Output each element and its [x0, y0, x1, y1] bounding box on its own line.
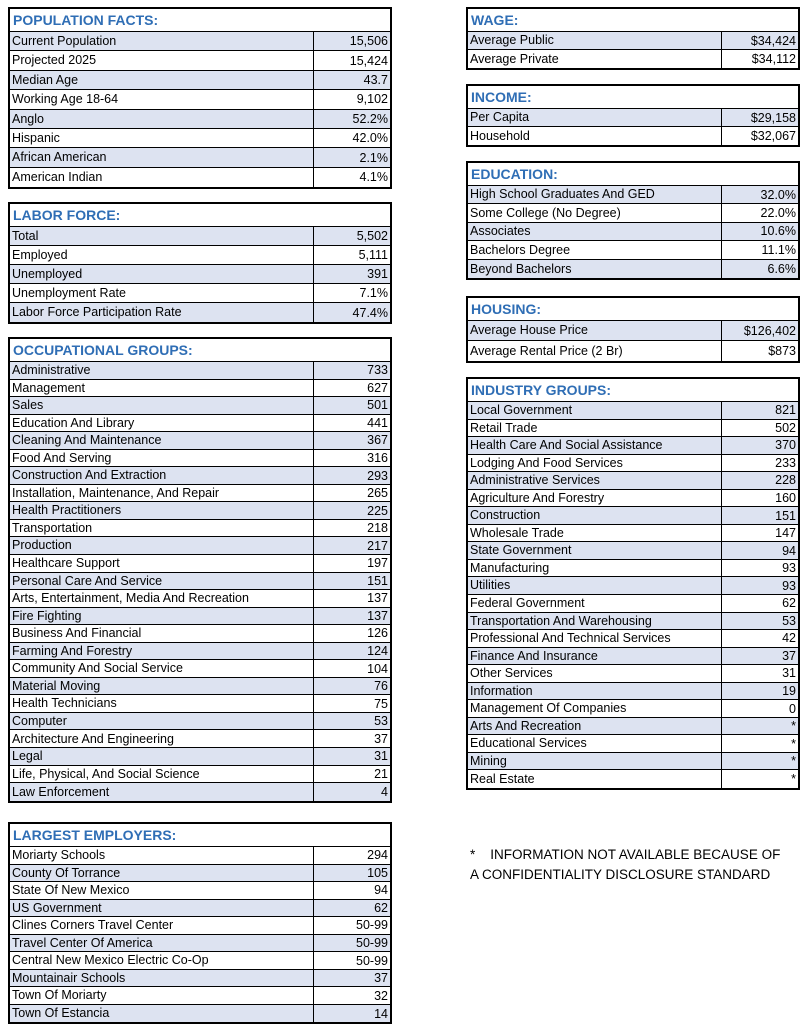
table-row: [10, 110, 390, 129]
row-value: 50-99: [313, 935, 390, 952]
row-value: 160: [721, 490, 798, 507]
row-value: 151: [313, 573, 390, 590]
table-row: [10, 900, 390, 918]
table-row: [468, 595, 798, 613]
table-row: [10, 970, 390, 988]
row-value: 43.7: [313, 71, 390, 89]
row-label: Hispanic: [12, 130, 60, 145]
row-label: Labor Force Participation Rate: [12, 305, 182, 320]
row-value: 32.0%: [721, 186, 798, 203]
row-value: 62: [313, 900, 390, 917]
row-label: Fire Fighting: [12, 608, 82, 623]
table-row: [468, 560, 798, 578]
row-label: American Indian: [12, 170, 103, 185]
row-label: Mining: [470, 753, 507, 768]
row-label: Town Of Moriarty: [12, 988, 107, 1003]
table-row: [468, 455, 798, 473]
row-value: 75: [313, 695, 390, 712]
row-value: 228: [721, 472, 798, 489]
row-value: 94: [721, 542, 798, 559]
row-label: Town Of Estancia: [12, 1006, 110, 1021]
row-label: Community And Social Service: [12, 661, 183, 676]
education-section-title: EDUCATION:: [468, 163, 798, 186]
largest-employers-table: [8, 822, 392, 1024]
row-label: Personal Care And Service: [12, 573, 163, 588]
table-row: [468, 490, 798, 508]
table-row: [10, 32, 390, 51]
row-label: African American: [12, 150, 107, 165]
row-label: Bachelors Degree: [470, 242, 571, 257]
row-label: Management: [12, 380, 85, 395]
row-label: Educational Services: [470, 736, 587, 751]
table-row: [468, 683, 798, 701]
row-value: 197: [313, 555, 390, 572]
row-value: 10.6%: [721, 223, 798, 240]
table-row: [10, 380, 390, 398]
row-value: 93: [721, 560, 798, 577]
row-label: Average Private: [470, 51, 559, 66]
row-value: 126: [313, 625, 390, 642]
row-label: Information: [470, 683, 533, 698]
table-row: [468, 341, 798, 361]
row-value: 225: [313, 502, 390, 519]
row-label: Some College (No Degree): [470, 205, 621, 220]
row-label: Projected 2025: [12, 53, 97, 68]
row-value: 11.1%: [721, 241, 798, 258]
table-row: [10, 246, 390, 265]
row-label: Education And Library: [12, 415, 135, 430]
row-label: Central New Mexico Electric Co-Op: [12, 953, 209, 968]
table-row: [10, 952, 390, 970]
footnote-line-2: A CONFIDENTIALITY DISCLOSURE STANDARD: [470, 867, 771, 882]
row-value: 501: [313, 397, 390, 414]
row-label: Retail Trade: [470, 420, 538, 435]
row-value: 293: [313, 467, 390, 484]
row-label: Law Enforcement: [12, 784, 110, 799]
table-row: [468, 472, 798, 490]
table-row: [10, 917, 390, 935]
table-row: [10, 450, 390, 468]
table-row: [10, 1005, 390, 1023]
confidentiality-footnote: [470, 845, 800, 885]
row-value: 53: [721, 613, 798, 630]
row-label: Employed: [12, 247, 68, 262]
row-label: Material Moving: [12, 678, 101, 693]
row-value: 76: [313, 678, 390, 695]
table-row: [10, 608, 390, 626]
row-value: 821: [721, 402, 798, 419]
row-label: Installation, Maintenance, And Repair: [12, 485, 220, 500]
row-label: Clines Corners Travel Center: [12, 918, 174, 933]
row-label: US Government: [12, 900, 102, 915]
row-label: Health Care And Social Assistance: [470, 438, 663, 453]
row-label: Other Services: [470, 666, 553, 681]
labor-force-table: [8, 202, 392, 324]
row-label: Sales: [12, 398, 44, 413]
row-value: *: [721, 718, 798, 735]
row-label: Health Practitioners: [12, 503, 122, 518]
table-row: [468, 753, 798, 771]
education-table: [466, 161, 800, 280]
row-value: 370: [721, 437, 798, 454]
occupational-section-title: OCCUPATIONAL GROUPS:: [10, 339, 390, 362]
row-value: 233: [721, 455, 798, 472]
table-row: [10, 660, 390, 678]
labor-section-title: LABOR FORCE:: [10, 204, 390, 227]
row-value: 7.1%: [313, 284, 390, 302]
row-label: Health Technicians: [12, 696, 117, 711]
table-row: [468, 204, 798, 222]
row-value: 9,102: [313, 90, 390, 108]
row-label: Unemployed: [12, 266, 83, 281]
housing-section-title: HOUSING:: [468, 298, 798, 321]
table-row: [468, 630, 798, 648]
table-row: [10, 625, 390, 643]
row-value: 5,502: [313, 227, 390, 245]
row-value: 502: [721, 420, 798, 437]
table-row: [10, 485, 390, 503]
row-value: 62: [721, 595, 798, 612]
table-row: [10, 882, 390, 900]
row-value: 5,111: [313, 246, 390, 264]
row-value: 104: [313, 660, 390, 677]
row-label: Average Public: [470, 33, 554, 48]
row-label: Professional And Technical Services: [470, 631, 671, 646]
employers-section-title: LARGEST EMPLOYERS:: [10, 824, 390, 847]
table-row: [468, 50, 798, 68]
housing-table: [466, 296, 800, 363]
row-value: 137: [313, 590, 390, 607]
row-value: 0: [721, 700, 798, 717]
row-value: 19: [721, 683, 798, 700]
row-label: Associates: [470, 224, 531, 239]
row-value: 217: [313, 537, 390, 554]
row-value: $126,402: [721, 321, 798, 340]
table-row: [468, 127, 798, 145]
table-row: [10, 168, 390, 187]
row-value: 4.1%: [313, 168, 390, 187]
table-row: [468, 241, 798, 259]
table-row: [468, 525, 798, 543]
table-row: [10, 935, 390, 953]
table-row: [10, 748, 390, 766]
table-row: [468, 321, 798, 341]
row-value: 627: [313, 380, 390, 397]
row-value: 15,424: [313, 51, 390, 69]
row-label: Current Population: [12, 33, 117, 48]
row-value: 53: [313, 713, 390, 730]
table-row: [10, 51, 390, 70]
table-row: [468, 109, 798, 127]
row-label: Manufacturing: [470, 560, 550, 575]
row-label: Average Rental Price (2 Br): [470, 343, 623, 358]
table-row: [468, 735, 798, 753]
row-label: Architecture And Engineering: [12, 731, 174, 746]
row-label: Travel Center Of America: [12, 935, 153, 950]
table-row: [10, 713, 390, 731]
row-value: 441: [313, 415, 390, 432]
table-row: [468, 700, 798, 718]
table-row: [468, 223, 798, 241]
table-row: [10, 415, 390, 433]
row-value: 137: [313, 608, 390, 625]
income-section-title: INCOME:: [468, 86, 798, 109]
table-row: [10, 590, 390, 608]
row-value: 31: [721, 665, 798, 682]
table-row: [10, 148, 390, 167]
row-label: Per Capita: [470, 110, 530, 125]
table-row: [10, 766, 390, 784]
row-label: Mountainair Schools: [12, 970, 126, 985]
row-value: 50-99: [313, 952, 390, 969]
row-value: 218: [313, 520, 390, 537]
wage-section-title: WAGE:: [468, 9, 798, 32]
table-row: [10, 362, 390, 380]
row-value: $873: [721, 341, 798, 361]
row-value: *: [721, 753, 798, 770]
table-row: [10, 227, 390, 246]
table-row: [468, 420, 798, 438]
row-value: $29,158: [721, 109, 798, 126]
row-value: 14: [313, 1005, 390, 1023]
row-label: Beyond Bachelors: [470, 261, 572, 276]
table-row: [468, 402, 798, 420]
row-label: Transportation: [12, 520, 93, 535]
row-value: *: [721, 770, 798, 788]
row-label: Production: [12, 538, 72, 553]
table-row: [10, 573, 390, 591]
row-value: 22.0%: [721, 204, 798, 221]
row-value: 42: [721, 630, 798, 647]
row-label: Legal: [12, 749, 43, 764]
row-label: Finance And Insurance: [470, 648, 598, 663]
row-value: 32: [313, 987, 390, 1004]
row-label: Anglo: [12, 111, 44, 126]
row-label: Farming And Forestry: [12, 643, 133, 658]
occupational-groups-table: [8, 337, 392, 803]
table-row: [468, 770, 798, 788]
table-row: [468, 718, 798, 736]
table-row: [10, 520, 390, 538]
row-value: $32,067: [721, 127, 798, 145]
row-value: 733: [313, 362, 390, 379]
row-label: Management Of Companies: [470, 701, 627, 716]
row-label: Lodging And Food Services: [470, 455, 623, 470]
row-value: 4: [313, 783, 390, 801]
row-label: Federal Government: [470, 596, 585, 611]
row-value: 105: [313, 865, 390, 882]
row-label: Computer: [12, 713, 67, 728]
row-label: High School Graduates And GED: [470, 187, 655, 202]
row-value: 391: [313, 265, 390, 283]
row-label: Wholesale Trade: [470, 525, 564, 540]
row-label: Transportation And Warehousing: [470, 613, 652, 628]
table-row: [10, 695, 390, 713]
income-table: [466, 84, 800, 147]
table-row: [10, 284, 390, 303]
row-label: Administrative Services: [470, 473, 600, 488]
row-label: Average House Price: [470, 323, 588, 338]
row-label: Healthcare Support: [12, 556, 120, 571]
table-row: [10, 865, 390, 883]
row-value: 42.0%: [313, 129, 390, 147]
table-row: [468, 437, 798, 455]
row-label: Arts, Entertainment, Media And Recreation: [12, 591, 249, 606]
row-label: Arts And Recreation: [470, 718, 582, 733]
table-row: [10, 432, 390, 450]
row-label: State Of New Mexico: [12, 883, 130, 898]
row-value: 37: [721, 648, 798, 665]
row-label: County Of Torrance: [12, 865, 121, 880]
table-row: [10, 71, 390, 90]
row-value: $34,112: [721, 50, 798, 68]
table-row: [10, 467, 390, 485]
row-value: 47.4%: [313, 303, 390, 322]
row-label: Agriculture And Forestry: [470, 490, 605, 505]
row-value: 15,506: [313, 32, 390, 50]
table-row: [468, 507, 798, 525]
row-value: 94: [313, 882, 390, 899]
row-label: Construction: [470, 508, 541, 523]
table-row: [468, 542, 798, 560]
row-value: 147: [721, 525, 798, 542]
table-row: [10, 783, 390, 801]
row-value: 124: [313, 643, 390, 660]
row-value: 265: [313, 485, 390, 502]
table-row: [10, 730, 390, 748]
table-row: [10, 987, 390, 1005]
row-label: Construction And Extraction: [12, 468, 167, 483]
wage-table: [466, 7, 800, 70]
table-row: [10, 90, 390, 109]
row-value: 316: [313, 450, 390, 467]
row-label: Working Age 18-64: [12, 92, 119, 107]
table-row: [10, 265, 390, 284]
row-label: Real Estate: [470, 772, 535, 786]
table-row: [10, 303, 390, 322]
row-value: 31: [313, 748, 390, 765]
table-row: [10, 129, 390, 148]
row-value: 367: [313, 432, 390, 449]
table-row: [10, 643, 390, 661]
row-label: Total: [12, 228, 39, 243]
table-row: [468, 665, 798, 683]
row-value: 6.6%: [721, 260, 798, 278]
table-row: [10, 397, 390, 415]
row-value: 151: [721, 507, 798, 524]
table-row: [10, 502, 390, 520]
row-value: 93: [721, 577, 798, 594]
table-row: [468, 648, 798, 666]
table-row: [10, 537, 390, 555]
table-row: [468, 260, 798, 278]
row-value: 294: [313, 847, 390, 864]
row-value: 50-99: [313, 917, 390, 934]
row-value: 2.1%: [313, 148, 390, 166]
row-value: 37: [313, 730, 390, 747]
row-label: Business And Financial: [12, 626, 142, 641]
industry-groups-table: [466, 377, 800, 790]
row-label: Life, Physical, And Social Science: [12, 766, 200, 781]
table-row: [468, 577, 798, 595]
table-row: [10, 678, 390, 696]
row-value: *: [721, 735, 798, 752]
footnote-line-1: * INFORMATION NOT AVAILABLE BECAUSE OF: [470, 847, 781, 862]
row-label: Food And Serving: [12, 450, 112, 465]
row-label: Median Age: [12, 72, 79, 87]
row-value: $34,424: [721, 32, 798, 49]
table-row: [468, 32, 798, 50]
row-value: 52.2%: [313, 110, 390, 128]
row-label: Cleaning And Maintenance: [12, 433, 162, 448]
population-facts-table: [8, 7, 392, 189]
industry-section-title: INDUSTRY GROUPS:: [468, 379, 798, 402]
table-row: [468, 613, 798, 631]
population-section-title: POPULATION FACTS:: [10, 9, 390, 32]
table-row: [468, 186, 798, 204]
table-row: [10, 555, 390, 573]
row-value: 21: [313, 766, 390, 783]
table-row: [10, 847, 390, 865]
row-label: State Government: [470, 543, 572, 558]
row-label: Local Government: [470, 403, 573, 418]
row-value: 37: [313, 970, 390, 987]
row-label: Household: [470, 128, 530, 143]
row-label: Administrative: [12, 363, 91, 378]
row-label: Moriarty Schools: [12, 848, 106, 863]
row-label: Unemployment Rate: [12, 285, 126, 300]
row-label: Utilities: [470, 578, 511, 593]
